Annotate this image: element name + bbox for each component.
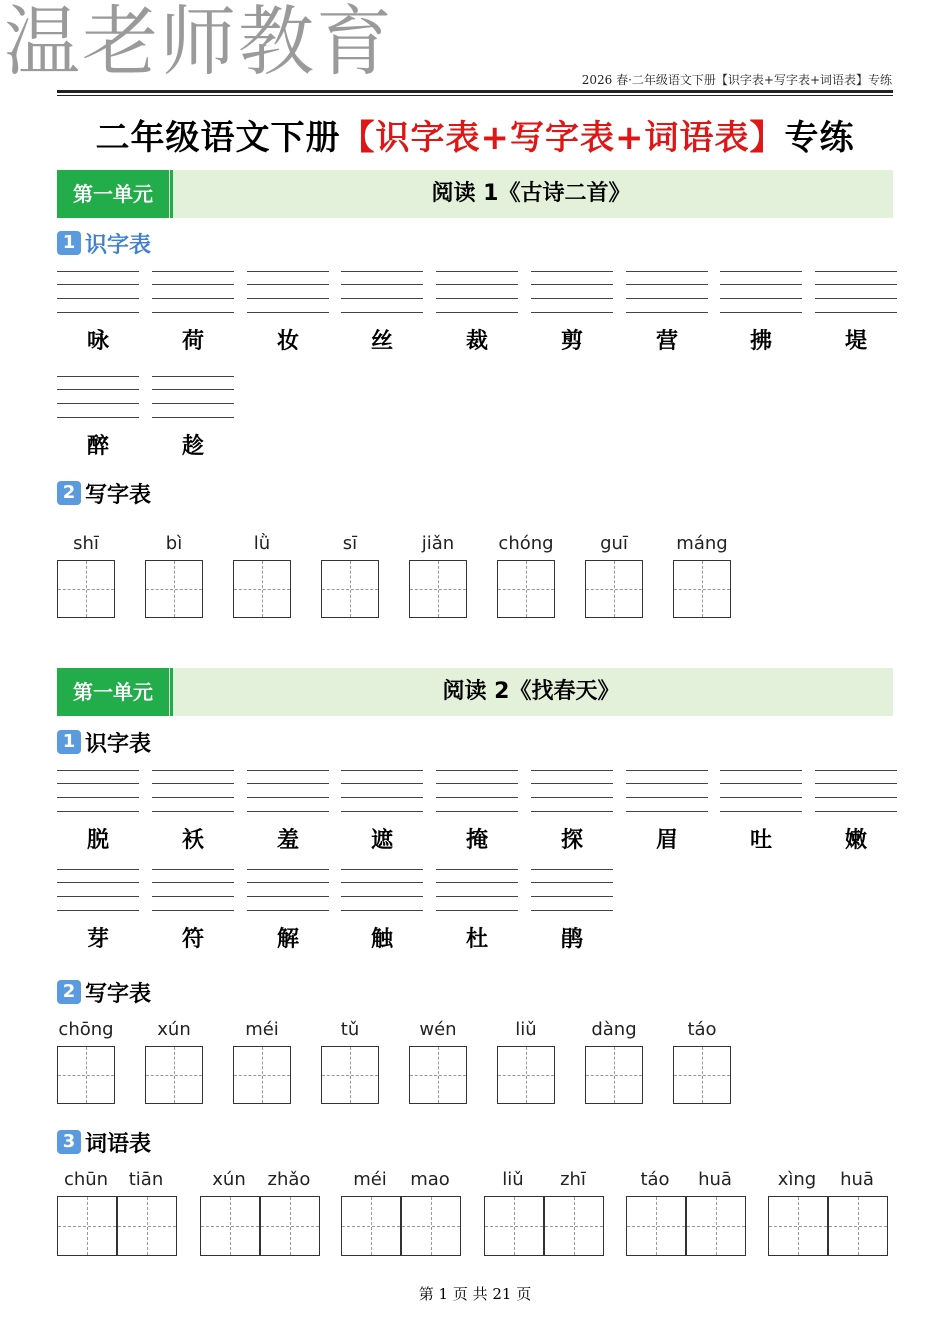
pinyin-writing-lines: [247, 770, 329, 814]
hanzi-char: 掩: [465, 827, 488, 853]
header-rule: [57, 90, 893, 93]
title-part3: 专练: [784, 118, 855, 158]
pinyin-label: bì: [165, 533, 183, 554]
title-part2: 【识字表+写字表+词语表】: [340, 118, 785, 158]
section-number-badge: 1: [57, 231, 81, 255]
pinyin-label: chōng: [58, 1019, 114, 1040]
tianzige-box: [768, 1196, 828, 1256]
pinyin-label: méi: [245, 1019, 279, 1040]
tianzige-box: [145, 1046, 203, 1104]
tianzige-box: [409, 560, 467, 618]
pinyin-writing-lines: [531, 770, 613, 814]
lesson2-words-heading: [57, 1129, 151, 1155]
pinyin-writing-lines: [436, 271, 518, 315]
section-label: 词语表: [85, 1130, 152, 1157]
pinyin-writing-lines: [815, 770, 897, 814]
lesson1-banner: [57, 170, 893, 218]
hanzi-char: 杜: [465, 926, 488, 952]
hanzi-char: 嫩: [844, 827, 867, 853]
pinyin-writing-lines: [720, 770, 802, 814]
lesson-title: 阅读 2《找春天》: [442, 679, 620, 704]
tianzige-box: [57, 560, 115, 618]
pinyin-label: liǔ: [515, 1019, 537, 1040]
pinyin-label: liǔ: [502, 1169, 524, 1190]
pinyin-label: wén: [419, 1019, 457, 1040]
hanzi-char: 营: [655, 328, 678, 354]
header-rule-thin: [57, 95, 893, 96]
lesson1-write-heading: [57, 480, 151, 506]
tianzige-box: [497, 1046, 555, 1104]
tianzige-box: [341, 1196, 401, 1256]
title-part1: 二年级语文下册: [95, 118, 341, 158]
pinyin-label: tiān: [128, 1169, 164, 1190]
hanzi-char: 趁: [181, 433, 204, 459]
page-title: [0, 110, 950, 159]
tianzige-box: [260, 1196, 320, 1256]
hanzi-char: 剪: [560, 328, 583, 354]
hanzi-char: 吐: [749, 827, 772, 853]
tianzige-box: [233, 1046, 291, 1104]
pinyin-label: xún: [212, 1169, 246, 1190]
hanzi-char: 遮: [370, 827, 393, 853]
tianzige-box: [321, 560, 379, 618]
tianzige-box: [626, 1196, 686, 1256]
hanzi-char: 脱: [86, 827, 109, 853]
hanzi-char: 丝: [370, 328, 393, 354]
pinyin-writing-lines: [720, 271, 802, 315]
pinyin-writing-lines: [436, 869, 518, 913]
tianzige-box: [200, 1196, 260, 1256]
pinyin-label: guī: [600, 533, 628, 554]
tianzige-box: [409, 1046, 467, 1104]
hanzi-char: 鹃: [560, 926, 583, 952]
pinyin-writing-lines: [626, 770, 708, 814]
pinyin-label: xún: [157, 1019, 191, 1040]
hanzi-char: 芽: [86, 926, 109, 952]
tianzige-box: [673, 1046, 731, 1104]
tianzige-box: [686, 1196, 746, 1256]
pinyin-writing-lines: [152, 770, 234, 814]
pinyin-writing-lines: [531, 271, 613, 315]
tianzige-box: [828, 1196, 888, 1256]
tianzige-box: [117, 1196, 177, 1256]
pinyin-label: xìng: [777, 1169, 817, 1190]
hanzi-char: 咏: [86, 328, 109, 354]
pinyin-label: táo: [640, 1169, 670, 1190]
pinyin-writing-lines: [152, 869, 234, 913]
pinyin-label: huā: [698, 1169, 732, 1190]
hanzi-char: 眉: [655, 827, 678, 853]
pinyin-label: chūn: [63, 1169, 109, 1190]
tianzige-box: [585, 1046, 643, 1104]
hanzi-char: 妆: [276, 328, 299, 354]
section-label: 写字表: [85, 481, 152, 508]
pinyin-writing-lines: [247, 869, 329, 913]
lesson2-banner: [57, 668, 893, 716]
page-footer: 第 1 页 共 21 页: [418, 1285, 532, 1303]
pinyin-label: jiǎn: [421, 533, 455, 554]
tianzige-box: [57, 1196, 117, 1256]
pinyin-label: zhǎo: [267, 1169, 311, 1190]
tianzige-box: [321, 1046, 379, 1104]
pinyin-label: máng: [676, 533, 728, 554]
pinyin-writing-lines: [152, 271, 234, 315]
tianzige-box: [484, 1196, 544, 1256]
hanzi-char: 符: [181, 926, 204, 952]
hanzi-char: 袄: [181, 827, 204, 853]
section-number-badge: 2: [57, 481, 81, 505]
pinyin-writing-lines: [436, 770, 518, 814]
hanzi-char: 醉: [86, 433, 109, 459]
pinyin-label: shī: [73, 533, 99, 554]
hanzi-char: 堤: [844, 328, 867, 354]
hanzi-char: 触: [370, 926, 393, 952]
hanzi-char: 解: [276, 926, 299, 952]
tianzige-box: [145, 560, 203, 618]
unit-label: 第一单元: [57, 668, 169, 716]
section-label: 识字表: [85, 730, 152, 757]
tianzige-box: [585, 560, 643, 618]
pinyin-label: huā: [840, 1169, 874, 1190]
tianzige-box: [497, 560, 555, 618]
pinyin-label: tǔ: [340, 1019, 360, 1040]
pinyin-writing-lines: [531, 869, 613, 913]
pinyin-label: méi: [353, 1169, 387, 1190]
tianzige-box: [57, 1046, 115, 1104]
pinyin-label: mao: [410, 1169, 450, 1190]
pinyin-writing-lines: [57, 376, 139, 420]
hanzi-char: 拂: [749, 328, 772, 354]
pinyin-writing-lines: [57, 271, 139, 315]
pinyin-label: dàng: [591, 1019, 637, 1040]
pinyin-writing-lines: [152, 376, 234, 420]
unit-label: 第一单元: [57, 170, 169, 218]
hanzi-char: 裁: [465, 328, 488, 354]
pinyin-writing-lines: [815, 271, 897, 315]
hanzi-char: 探: [560, 827, 583, 853]
section-number-badge: 1: [57, 730, 81, 754]
pinyin-writing-lines: [57, 770, 139, 814]
pinyin-writing-lines: [247, 271, 329, 315]
hanzi-char: 荷: [181, 328, 204, 354]
running-head: 2026 春·二年级语文下册【识字表+写字表+词语表】专练: [581, 73, 892, 87]
section-label: 写字表: [85, 980, 152, 1007]
lesson2-write-heading: [57, 979, 151, 1005]
pinyin-writing-lines: [626, 271, 708, 315]
pinyin-label: chóng: [498, 533, 554, 554]
watermark-logo: 温老师教育: [4, 0, 394, 86]
pinyin-label: zhī: [560, 1169, 586, 1190]
pinyin-writing-lines: [341, 770, 423, 814]
hanzi-char: 羞: [276, 827, 299, 853]
pinyin-label: sī: [342, 533, 358, 554]
tianzige-box: [401, 1196, 461, 1256]
lesson1-recognize-heading: [57, 230, 151, 256]
pinyin-writing-lines: [341, 869, 423, 913]
tianzige-box: [544, 1196, 604, 1256]
pinyin-label: lǜ: [253, 533, 271, 554]
pinyin-writing-lines: [57, 869, 139, 913]
section-label: 识字表: [85, 232, 152, 258]
lesson2-recognize-heading: [57, 729, 151, 755]
tianzige-box: [233, 560, 291, 618]
pinyin-label: táo: [687, 1019, 717, 1040]
section-number-badge: 3: [57, 1130, 81, 1154]
section-number-badge: 2: [57, 980, 81, 1004]
tianzige-box: [673, 560, 731, 618]
pinyin-writing-lines: [341, 271, 423, 315]
lesson-title: 阅读 1《古诗二首》: [431, 181, 631, 206]
